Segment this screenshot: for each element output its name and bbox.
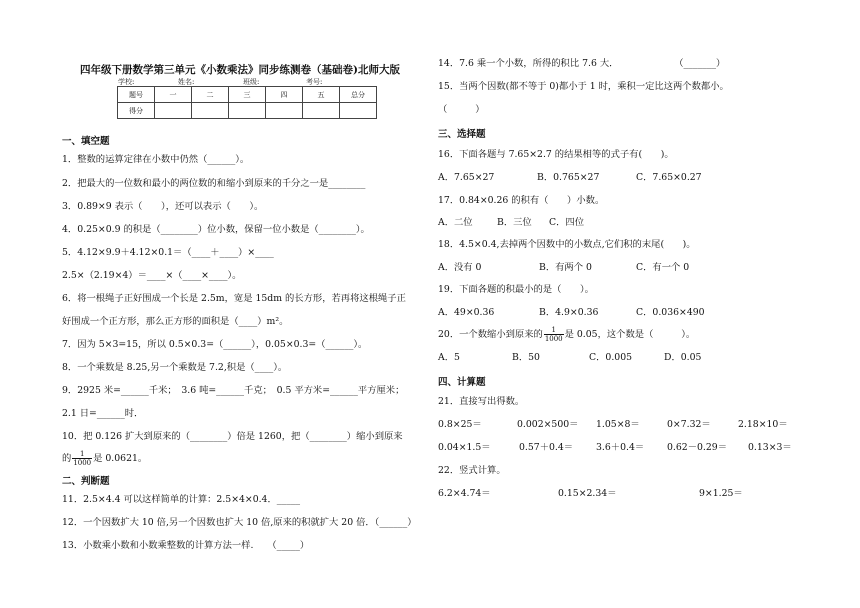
q16-option-a: A．7.65×27 [438,172,495,183]
section-choice-heading: 三、选择题 [438,129,486,140]
fraction-one-thousandth [544,326,564,343]
question-10-suffix: 是 0.0621。 [93,453,148,464]
question-14: 14．7.6 乘一个小数，所得的积比 7.6 大． （_______） [438,58,726,69]
question-13: 13．小数乘小数和小数乘整数的计算方法一样. （_____） [62,540,310,551]
q22-item: 0.15×2.34＝ [558,488,617,499]
section-calc-heading: 四、计算题 [438,377,486,388]
score-header-cell: 四 [266,87,303,103]
q19-option-b: B．4.9×0.36 [539,307,599,318]
score-cell[interactable] [155,103,192,119]
q21-item: 0.04×1.5＝ [438,442,491,453]
question-20-prefix: 20．一个数缩小到原来的 [438,329,543,340]
page-title: 四年级下册数学第三单元《小数乘法》同步练测卷（基础卷)北师大版 [80,64,400,76]
section-fill-heading: 一、填空题 [62,136,110,147]
question-10-line-2 [62,450,147,467]
q17-option-b: B．三位 [497,217,532,228]
question-22: 22．竖式计算。 [438,465,506,476]
score-row-label: 得分 [118,103,155,119]
q20-option-b: B．50 [512,352,540,363]
school-label: 学校: [118,78,135,86]
q19-option-a: A．49×0.36 [438,307,495,318]
fraction-one-thousandth [72,450,92,467]
question-18: 18．4.5×0.4,去掉两个因数中的小数点,它们积的末尾( )。 [438,239,696,250]
q18-option-c: C．有一个 0 [636,262,690,273]
question-11: 11．2.5×4.4 可以这样简单的计算：2.5×4×0.4．_____ [62,494,301,505]
question-1: 1．整数的运算定律在小数中仍然（______）。 [62,154,250,165]
q21-item: 0.57＋0.4＝ [519,442,574,453]
q21-item: 0.62－0.29＝ [667,442,727,453]
question-16: 16．下面各题与 7.65×2.7 的结果相等的式子有( )。 [438,149,674,160]
question-15-line-1: 15．当两个因数(都不等于 0)都小于 1 时，乘积一定比这两个数都小。 [438,81,729,92]
q17-option-c: C．四位 [549,217,585,228]
question-21: 21．直接写出得数。 [438,396,525,407]
fraction-numerator: 1 [544,326,564,335]
q20-option-a: A．5 [438,352,460,363]
score-cell[interactable] [340,103,377,119]
q20-option-d: D．0.05 [664,352,702,363]
question-12: 12．一个因数扩大 10 倍,另一个因数也扩大 10 倍,原来的积就扩大 20 倍．（______） [62,517,417,528]
score-header-cell: 题号 [118,87,155,103]
question-15-line-2: （ ） [438,104,485,115]
question-6-line-1: 6．将一根绳子正好围成一个长是 2.5m，宽是 15dm 的长方形，若再将这根绳子正 [62,293,406,304]
q16-option-c: C．7.65×0.27 [636,172,702,183]
question-6-line-2: 好围成一个正方形，那么正方形的面积是（____）m²。 [62,316,289,327]
question-9-line-1: 9．2925 米=______千米； 3.6 吨=______千克； 0.5 平方米=______平方厘米； [62,385,405,396]
question-2: 2．把最大的一位数和最小的两位数的和缩小到原来的千分之一是________ [62,178,366,189]
score-cell[interactable] [303,103,340,119]
question-5-line-2: 2.5×（2.19×4）＝____×（____×____）。 [62,270,242,281]
class-label: 班级: [243,78,260,86]
question-4: 4．0.25×0.9 的积是（________）位小数，保留一位小数是（________）。 [62,224,370,235]
q21-item: 0×7.32＝ [667,419,711,430]
exam-number-label: 考号: [306,78,323,86]
q21-item: 1.05×8＝ [596,419,640,430]
score-header-cell: 二 [192,87,229,103]
score-table [117,86,377,119]
q20-option-c: C．0.005 [589,352,633,363]
section-judge-heading: 二、判断题 [62,476,110,487]
q18-option-b: B．有两个 0 [539,262,592,273]
question-19: 19．下面各题的积最小的是（ ）。 [438,284,594,295]
question-8: 8．一个乘数是 8.25,另一个乘数是 7.2,积是（____）。 [62,362,288,373]
score-header-cell: 总分 [340,87,377,103]
question-10-line-1: 10．把 0.126 扩大到原来的（________）倍是 1260，把（________）缩小到原来 [62,431,403,442]
question-5-line-1: 5．4.12×9.9＋4.12×0.1＝（____＋____）×____ [62,247,274,258]
score-header-cell: 三 [229,87,266,103]
score-cell[interactable] [192,103,229,119]
q21-item: 3.6＋0.4＝ [596,442,645,453]
q18-option-a: A．没有 0 [438,262,482,273]
q21-item: 0.13×3＝ [748,442,792,453]
score-cell[interactable] [229,103,266,119]
fraction-numerator: 1 [72,450,92,459]
score-cell[interactable] [266,103,303,119]
q19-option-c: C．0.036×490 [636,307,705,318]
question-7: 7．因为 5×3=15，所以 0.5×0.3=（______），0.05×0.3=（______）。 [62,339,368,350]
q21-item: 0.002×500＝ [517,419,579,430]
question-9-line-2: 2.1 日=______时． [62,408,144,419]
question-3: 3．0.89×9 表示（ ），还可以表示（ ）。 [62,201,264,212]
q17-option-a: A．二位 [438,217,473,228]
score-table-header-row [118,87,377,103]
q22-item: 6.2×4.74＝ [438,488,491,499]
question-17: 17．0.84×0.26 的积有（ ）小数。 [438,195,605,206]
q16-option-b: B．0.765×27 [537,172,600,183]
q21-item: 2.18×10＝ [738,419,788,430]
fraction-denominator: 1000 [73,459,92,467]
q21-item: 0.8×25＝ [438,419,482,430]
score-header-cell: 一 [155,87,192,103]
q22-item: 9×1.25＝ [699,488,743,499]
score-header-cell: 五 [303,87,340,103]
fraction-denominator: 1000 [544,335,563,343]
question-10-prefix: 的 [62,453,72,464]
question-20 [438,326,695,343]
question-20-suffix: 是 0.05，这个数是（ ）。 [564,329,696,340]
name-label: 姓名: [178,78,195,86]
score-table-score-row [118,103,377,119]
